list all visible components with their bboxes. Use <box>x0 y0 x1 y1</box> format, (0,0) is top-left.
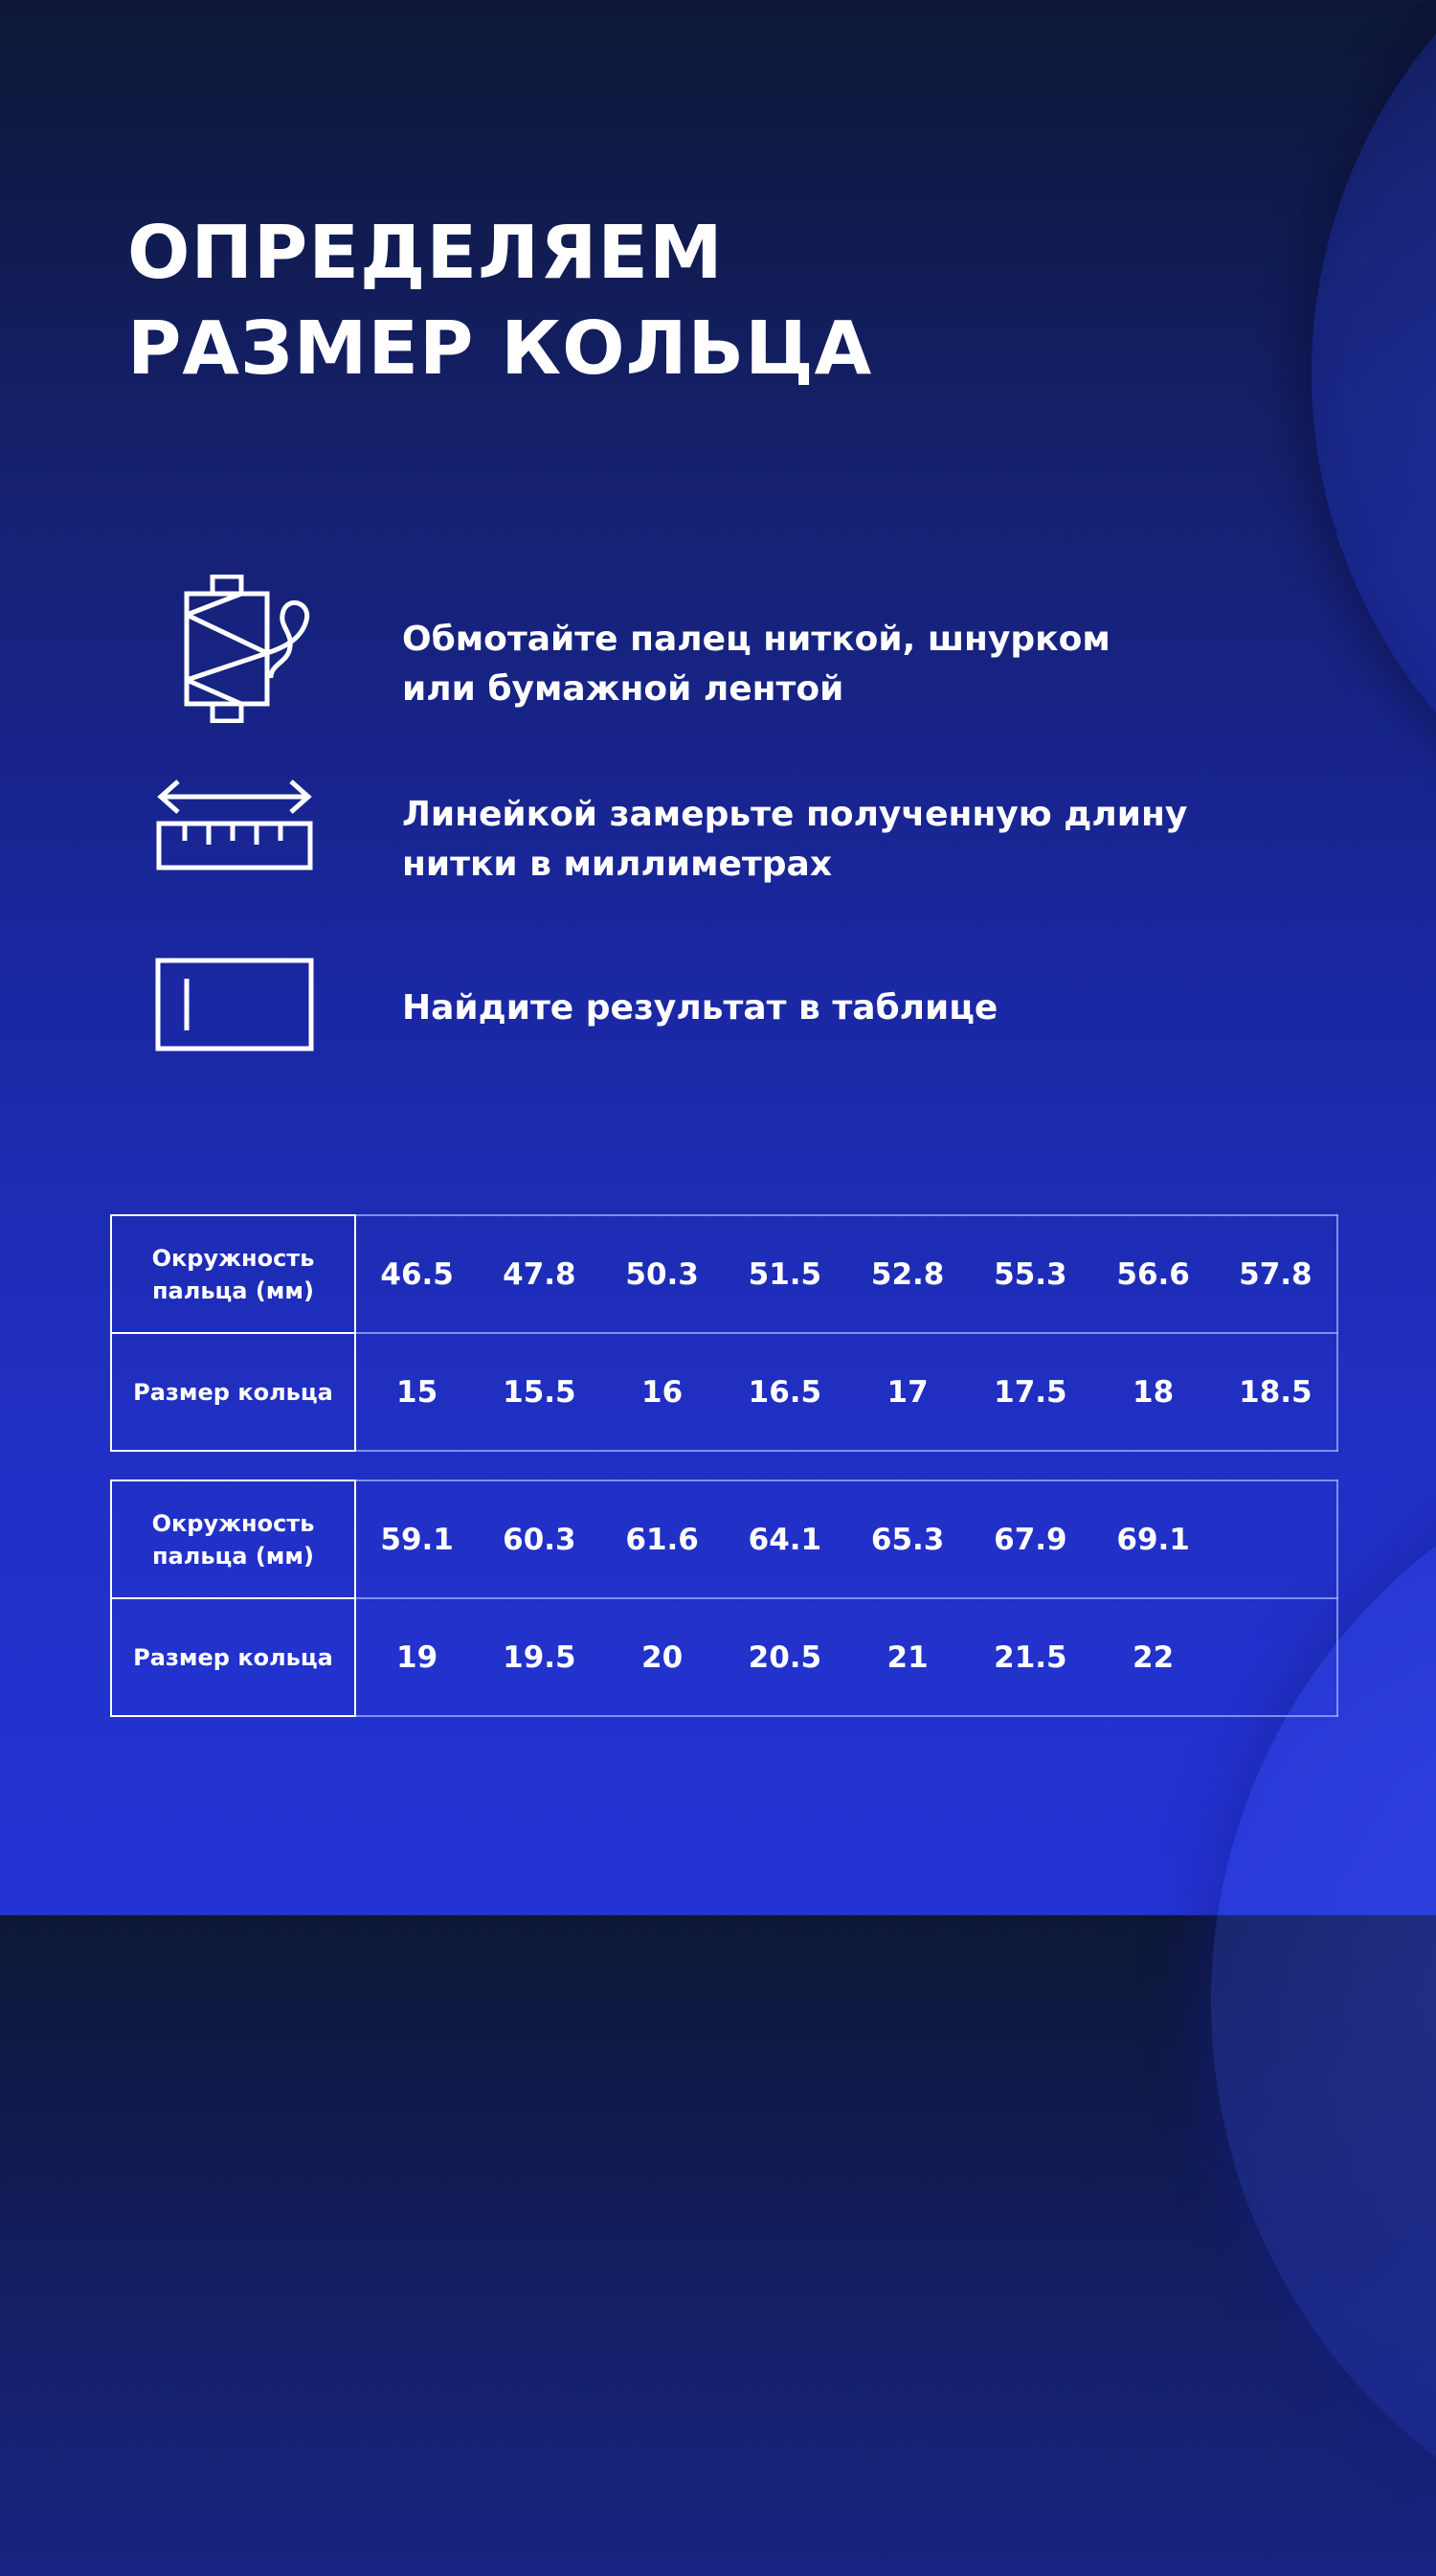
table-cell: 16.5 <box>724 1333 846 1451</box>
table-cell: 19.5 <box>478 1598 600 1716</box>
circumference-label <box>111 1215 355 1333</box>
table-cell: 51.5 <box>724 1215 846 1333</box>
page-title-line2: РАЗМЕР КОЛЬЦА <box>127 306 873 392</box>
table-cell: 20.5 <box>724 1598 846 1716</box>
table-row-size <box>111 1598 1337 1716</box>
table-cell: 15.5 <box>478 1333 600 1451</box>
step-wrap-finger-line2: или бумажной лентой <box>402 669 844 709</box>
circumference-label-line1: Окружность <box>151 1244 315 1272</box>
step-find-result-line1: Найдите результат в таблице <box>402 988 998 1028</box>
step-wrap-finger-line1: Обмотайте палец ниткой, шнурком <box>402 620 1111 659</box>
thread-spool-icon <box>182 575 325 723</box>
table-cell: 19 <box>355 1598 478 1716</box>
table-cell: 61.6 <box>601 1480 724 1598</box>
table-cell: 16 <box>601 1333 724 1451</box>
table-row-circumference <box>111 1480 1337 1598</box>
table-cell: 17 <box>846 1333 969 1451</box>
circumference-label-line2: пальца (мм) <box>151 1542 315 1570</box>
table-cell: 18.5 <box>1215 1333 1337 1451</box>
table-cell: 17.5 <box>969 1333 1091 1451</box>
table-cell: 20 <box>601 1598 724 1716</box>
page-title-line1: ОПРЕДЕЛЯЕМ <box>127 211 724 296</box>
page-title <box>127 206 872 397</box>
table-cell: 56.6 <box>1092 1215 1215 1333</box>
decorative-arc-top <box>1312 0 1436 900</box>
table-cell: 57.8 <box>1215 1215 1337 1333</box>
table-cell: 69.1 <box>1092 1480 1215 1598</box>
table-cell: 67.9 <box>969 1480 1091 1598</box>
step-wrap-finger <box>402 615 1359 714</box>
table-icon <box>153 956 316 1053</box>
table-cell: 21 <box>846 1598 969 1716</box>
table-cell: 47.8 <box>478 1215 600 1333</box>
size-label: Размер кольца <box>111 1333 355 1451</box>
table-cell: 15 <box>355 1333 478 1451</box>
step-measure-length <box>402 790 1359 890</box>
table-row-circumference <box>111 1215 1337 1333</box>
size-table-1 <box>110 1214 1338 1452</box>
table-cell: 60.3 <box>478 1480 600 1598</box>
size-label: Размер кольца <box>111 1598 355 1716</box>
circumference-label <box>111 1480 355 1598</box>
size-table-2 <box>110 1480 1338 1717</box>
step-find-result <box>402 983 1359 1033</box>
table-cell <box>1215 1598 1337 1716</box>
table-cell: 46.5 <box>355 1215 478 1333</box>
table-cell: 50.3 <box>601 1215 724 1333</box>
step-measure-length-line2: нитки в миллиметрах <box>402 845 833 884</box>
table-row-size <box>111 1333 1337 1451</box>
table-cell: 59.1 <box>355 1480 478 1598</box>
table-cell: 21.5 <box>969 1598 1091 1716</box>
step-measure-length-line1: Линейкой замерьте полученную длину <box>402 795 1188 834</box>
table-cell: 55.3 <box>969 1215 1091 1333</box>
ruler-icon <box>153 776 316 871</box>
table-cell: 65.3 <box>846 1480 969 1598</box>
table-cell: 18 <box>1092 1333 1215 1451</box>
table-cell: 22 <box>1092 1598 1215 1716</box>
table-cell: 52.8 <box>846 1215 969 1333</box>
table-cell: 64.1 <box>724 1480 846 1598</box>
circumference-label-line1: Окружность <box>151 1509 315 1537</box>
table-cell <box>1215 1480 1337 1598</box>
circumference-label-line2: пальца (мм) <box>151 1277 315 1304</box>
